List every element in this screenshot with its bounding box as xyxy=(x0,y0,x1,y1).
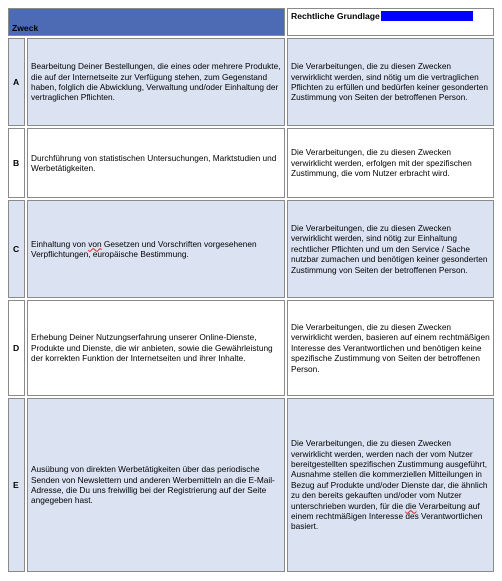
table-row xyxy=(8,38,494,126)
purpose-text-start: Einhaltung von xyxy=(31,238,89,249)
row-purpose: Bearbeitung Deiner Bestellungen, die eines oder mehrere Produkte, die auf der Internetseite zur Verfügung stehen, zum Gegenstand haben, folglich die Abwicklung, Verwaltung und/oder Einhaltung der vertraglichen Pflichten. xyxy=(27,38,285,126)
row-purpose xyxy=(27,200,285,298)
table-row xyxy=(8,200,494,298)
row-legal-basis xyxy=(287,398,494,572)
table-row xyxy=(8,398,494,572)
row-purpose: Ausübung von direkten Werbetätigkeiten über das periodische Senden von Newslettern und anderen Werbemitteln an die E-Mail-Adresse, die Du uns freiwillig bei der Registrierung auf der Seite angegeben hast. xyxy=(27,398,285,572)
highlight-mark xyxy=(381,11,473,21)
table-row xyxy=(8,300,494,396)
row-letter: E xyxy=(8,398,25,572)
header-rechtliche-grundlage-label: Rechtliche Grundlage xyxy=(291,11,380,21)
document-page xyxy=(6,6,496,574)
header-zweck xyxy=(8,8,285,36)
row-legal-basis: Die Verarbeitungen, die zu diesen Zwecken verwirklicht werden, basieren auf einem rechtmäßigen Interesse des Verantwortlichen und benötigen keine spezifische Zustimmung von Seiten der betroffenen Person. xyxy=(287,300,494,396)
row-legal-basis: Die Verarbeitungen, die zu diesen Zwecken verwirklicht werden, sind nötig zur Einhaltung rechtlicher Pflichten und um den Service / Sache nutzbar zumachen und benötigen keiner gesonderten Zustimmung von Seiten der betroffenen Person. xyxy=(287,200,494,298)
spellcheck-word: von xyxy=(88,238,102,249)
header-zweck-label: Zweck xyxy=(12,22,39,33)
purpose-legal-basis-table xyxy=(6,6,496,574)
purpose-text-end: Gesetzen und Vorschriften vorgesehenen Verpflichtungen, europäische Bestimmung. xyxy=(31,238,257,259)
spellcheck-word: die xyxy=(405,500,417,511)
row-letter: A xyxy=(8,38,25,126)
header-rechtliche-grundlage xyxy=(287,8,494,36)
row-purpose: Erhebung Deiner Nutzungserfahrung unserer Online-Dienste, Produkte und Dienste, die wir anbieten, sowie die Gewährleistung der korrekten Funktion der Internetseiten und ihrer Inhalte. xyxy=(27,300,285,396)
legal-basis-text-end: Verarbeitung auf einem rechtmäßigen Interesse des Verantwortlichen basiert. xyxy=(291,500,483,532)
row-letter: C xyxy=(8,200,25,298)
row-legal-basis: Die Verarbeitungen, die zu diesen Zwecken verwirklicht werden, erfolgen mit der spezifischen Zustimmung, die vom Nutzer erbracht wird. xyxy=(287,128,494,198)
row-letter: B xyxy=(8,128,25,198)
table-row xyxy=(8,128,494,198)
row-letter: D xyxy=(8,300,25,396)
row-legal-basis: Die Verarbeitungen, die zu diesen Zwecken verwirklicht werden, sind nötig um die vertraglichen Pflichten zu erfüllen und bedürfen keiner gesonderten Zustimmung von Seiten der betroffenen Person. xyxy=(287,38,494,126)
legal-basis-text-start: Die Verarbeitungen, die zu diesen Zwecken verwirklicht werden, werden nach der vom Nutzer bereitgestellten spezifischen Zustimmung ausgeführt, Ausnahme stellen die kommerziellen Mitteilungen in Bezug auf Produkte und/oder Dienste dar, die ähnlich zu den bereits gekauften und/oder vom Nutzer unterschrieben wurden, für die xyxy=(291,438,488,511)
row-purpose: Durchführung von statistischen Untersuchungen, Marktstudien und Werbetätigkeiten. xyxy=(27,128,285,198)
table-header-row xyxy=(8,8,494,36)
